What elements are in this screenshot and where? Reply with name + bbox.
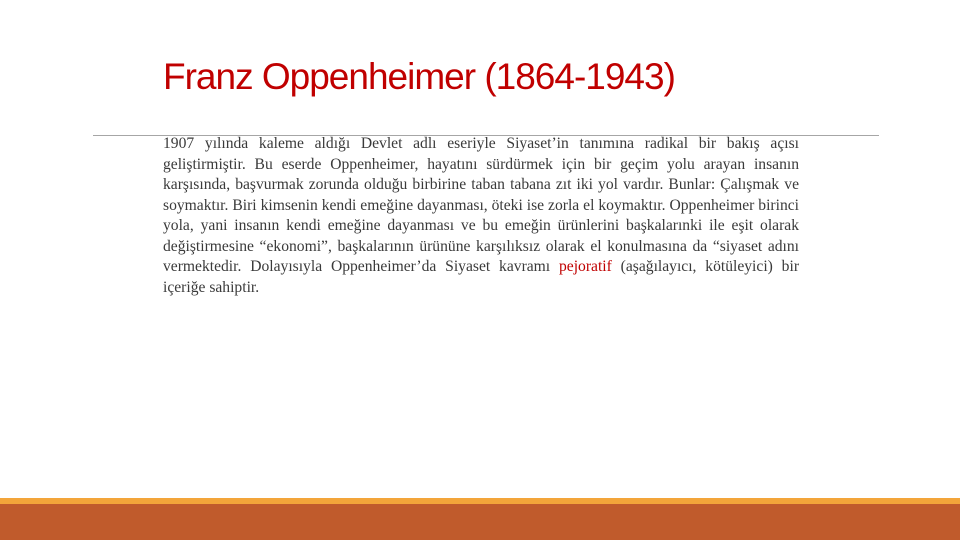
slide-body-text: [163, 134, 799, 298]
slide-title: Franz Oppenheimer (1864-1943): [163, 56, 675, 97]
highlighted-term: pejoratif: [559, 258, 612, 275]
body-text-part-2: (aşağılayıcı, kötüleyici) bir içeriğe sahiptir.: [163, 258, 800, 296]
footer-bar: [0, 504, 960, 540]
body-text-part-1: 1907 yılında kaleme aldığı Devlet adlı eseriyle Siyaset’in tanımına radikal bir bakış açısı geliştirmiştir. Bu eserde Oppenheimer, hayatını sürdürmek için bir geçim yolu arayan insanın karşısında, başvurmak zorunda olduğu birbirine taban tabana zıt iki yol vardır. Bunlar: Çalışmak ve soymaktır. Biri kimsenin kendi emeğine dayanması, öteki ise zorla el koymaktır. Oppenheimer birinci yola, yani insanın kendi emeğine dayanması ve bu emeğin ürünlerini başkalarınki ile eşit olarak değiştirmesine “ekonomi”, başkalarının ürününe karşılıksız olarak el konulmasına da “siyaset adını vermektedir. Dolayısıyla Oppenheimer’da Siyaset kavramı: [163, 135, 799, 275]
